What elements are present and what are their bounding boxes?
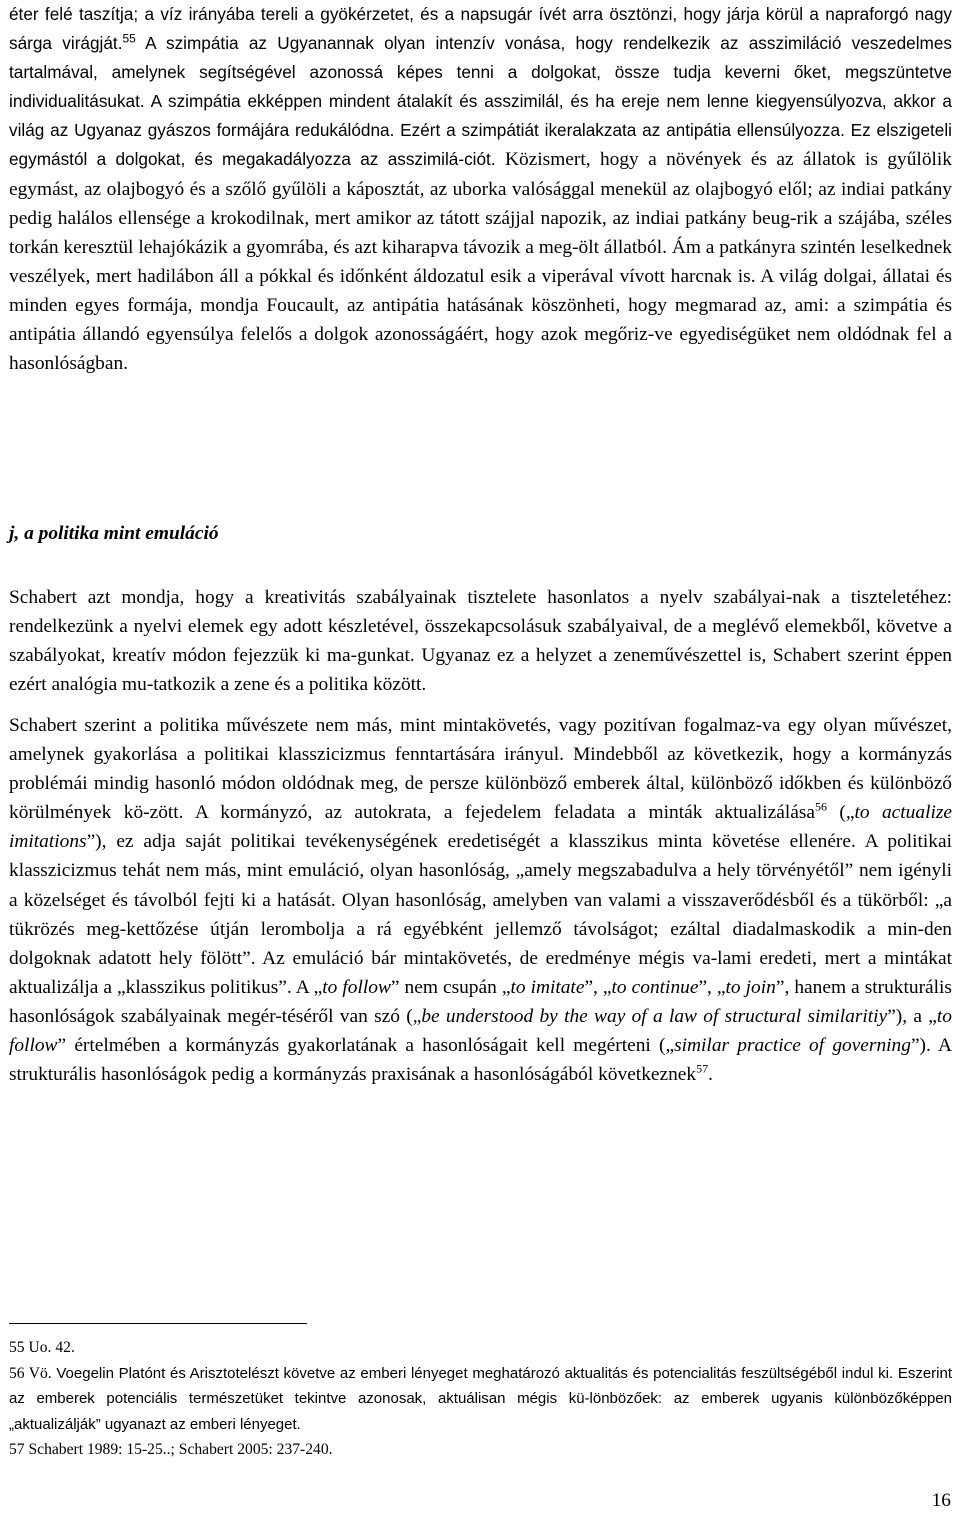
p3-text-l: . [708, 1064, 713, 1086]
term-to-follow: to follow [322, 976, 391, 998]
paragraph-sympathy [9, 0, 952, 378]
p3-text-c: ”), ez adja saját politikai tevékenységének eredetiségét a klasszikus minta követése ellenére. A politikai klasszicizmus tehát nem más, mint emuláció, olyan hasonlóság, „amely megszabadulva a hely törvényétől” nem igényli a közelséget és távolból fejti ki a hatását. Olyan hasonlóság, amelyben van valami a visszaverődésből és a tükörből: „a tükrözés meg-kettőzése útján lerombolja a rá egyébként jellemző távolságot; ezáltal diadalmaskodik a min-den dolgoknak adatott hely fölött”. Az emuláció bár mintakövetés, de eredménye mégis va-lami eredeti, mert a mintákat aktualizálja a „klasszikus politikus”. A „ [9, 831, 952, 998]
paragraph-sympathy-line1: éter felé taszítja; a víz irányába tereli a gyökérzetet, és a napsugár ívét arra ösztönzi, hogy [9, 4, 721, 24]
p3-text-i: ”), a „ [887, 1005, 937, 1027]
p3-text-f: ”, „ [584, 976, 612, 998]
p3-text-k: ”). A strukturális hasonlóságok pedig a kormányzás praxisának a hasonlóságából következnek [9, 1035, 953, 1086]
page-number: 16 [931, 1490, 951, 1511]
section-heading: j, a politika mint emuláció [9, 523, 219, 544]
term-to-follow-2: to follow [9, 1005, 953, 1057]
term-to-continue: to continue [611, 976, 699, 998]
footnote-divider [9, 1323, 307, 1324]
footnote-56-text: Voegelin Platónt és Arisztotelészt követve az emberi lényeget meghatározó aktualitás és potencialitás feszültségéből indul ki. Eszerint az emberek potenciális természetüket tekintve azonosak, aktuálisan mégis kü-lönbözőek: az emberek ugyanis különbözőképpen „aktualizálják” ugyanazt az emberi lényeget. [9, 1364, 952, 1433]
paragraph-sympathy-line2b: A szimpátia az Ugyanannak olyan intenzív vonása, hogy rendelkezik az asszimiláció veszedelmes tartalmával, amelynek segítségével azonossá képes tenni a dolgokat, össze tudja keverni őket, megszüntetve individualitásukat. [9, 33, 952, 112]
p3-text-b: („ [826, 802, 855, 824]
footnote-55: 55 Uo. 42. [9, 1339, 75, 1356]
term-to-imitate: to imitate [510, 976, 585, 998]
footnote-57: 57 Schabert 1989: 15-25..; Schabert 2005: 237-240. [9, 1441, 333, 1458]
footnote-ref-56: 56 [814, 799, 827, 814]
paragraph-creativity: Schabert azt mondja, hogy a kreativitás szabályainak tisztelete hasonlatos a nyelv szabályai-nak a tiszteletéhez: rendelkezünk a nyelvi elemek egy adott készletével, összekapcsolásuk szabályaival, de a meglévő elemekből, követve a szabályokat, kreatív módon fejezzük ki ma-gunkat. Ugyanaz ez a helyzet a zeneművészettel is, Schabert szerint éppen ezért analógia mu-tatkozik a zene és a politika között. [9, 587, 952, 696]
footnote-ref-57: 57 [696, 1061, 709, 1076]
p3-text-j: ” értelmében a kormányzás gyakorlatának a hasonlóságait kell megérteni („ [57, 1035, 675, 1057]
footnote-ref-55: 55 [122, 31, 136, 46]
paragraph-sympathy-line2: járja körül a napraforgó nagy sárga virágját. [9, 4, 952, 54]
paragraph-sympathy-serif: Közismert, hogy a növények és az állatok is gyűlölik egymást, az olajbogyó és a szőlő gyűlöli a káposztát, az uborka valósággal menekül az olajbogyó elől; az indiai patkány pedig halálos ellensége a krokodilnak, mert amikor az tátott szájjal napozik, az indiai patkány beug-rik a szájába, széles torkán keresztül lehajókázik a gyomrába, és azt kiharapva távozik a meg-ölt állatból. Ám a patkányra szintén leselkednek veszélyek, mert hadilábon áll a pókkal és időnként áldozatul esik a viperával vívott harcnak is. A világ dolgai, állatai és minden egyes formája, mondja Foucault, az antipátia hatásának köszönheti, hogy megmarad az, ami: a szimpátia és antipátia állandó egyensúlya felelős a dolgok azonosságáért, hogy azok megőriz-ve egyediségüket nem oldódnak fel a hasonlóságban. [9, 149, 952, 375]
footnote-56-number: 56 Vö. [9, 1364, 52, 1382]
p3-text-a: Schabert szerint a politika művészete nem más, mint mintakövetés, vagy pozitívan fogalmaz-va egy olyan művészet, amelynek gyakorlása a politikai klasszicizmus fenntartására irányul. Mindebből az következik, hogy a kormányzás problémái mindig hasonló módon oldódnak meg, de persze különböző emberek által, különböző időkben és különböző körülmények kö-zött. A kormányzó, az autokrata, a fejedelem feladata a minták aktualizálása [9, 715, 952, 824]
p3-text-h: ”, hanem a strukturális hasonlóságok szabályainak megér-téséről van szó („ [9, 976, 952, 1027]
term-to-actualize: to actualize imitations [9, 802, 952, 853]
footnotes [9, 1335, 952, 1463]
term-be-understood: be understood by the way of a law of structural similaritiy [421, 1005, 888, 1027]
paragraph-sympathy-rest: A szimpátia ekképpen mindent átalakít és asszimilál, és ha ereje nem lenne kiegyensúlyozva, akkor a világ az Ugyanaz gyászos formájára redukálódna. Ezért a szimpátiát ikeralakzata az antipátia ellensúlyozza. Ez elszigeteli egymástól a dolgokat, és megakadályozza az asszimilá-ciót. [9, 91, 952, 170]
footnote-56 [9, 1361, 952, 1438]
term-similar-practice: similar practice of governing [674, 1035, 911, 1057]
p3-text-d: ” nem csupán „ [390, 976, 511, 998]
p3-text-g: ”, „ [698, 976, 726, 998]
paragraph-politics [9, 711, 952, 1089]
term-to-join: to join [725, 976, 776, 998]
